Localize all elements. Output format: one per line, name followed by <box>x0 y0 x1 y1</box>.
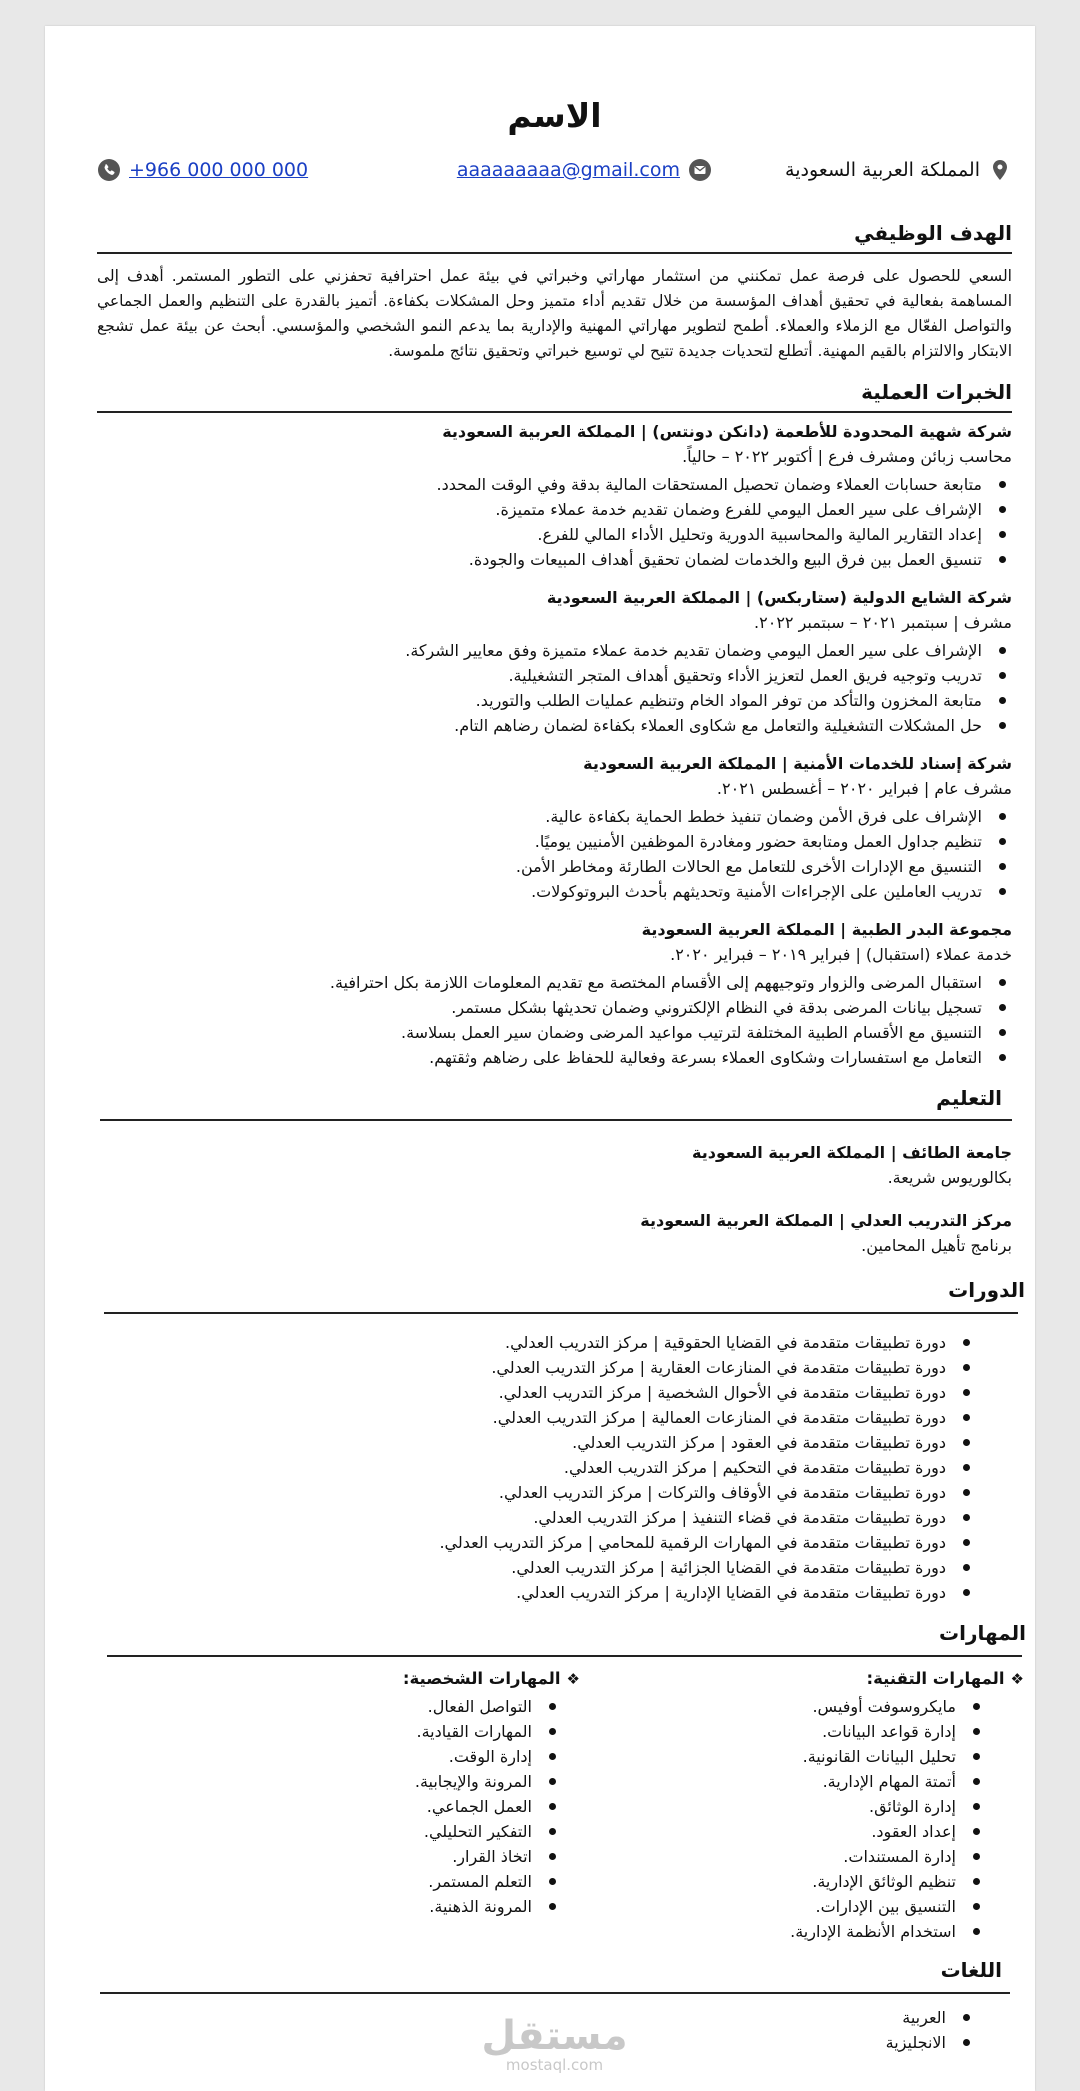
list-item: استقبال المرضى والزوار وتوجيههم إلى الأقسام المختصة مع تقديم المعلومات اللازمة بكل احترافية. <box>97 970 982 995</box>
list-item: الإشراف على سير العمل اليومي للفرع وضمان تقديم خدمة عملاء متميزة. <box>97 497 982 522</box>
list-item: الإشراف على فرق الأمن وضمان تنفيذ خطط الحماية بكفاءة عالية. <box>97 804 982 829</box>
technical-skills-label: المهارات التقنية: <box>866 1669 1005 1688</box>
objective-text: السعي للحصول على فرصة عمل تمكنني من استثمار مهاراتي وخبراتي في بيئة عمل احترافية تحفزني على التطور المستمر. أهدف إلى المساهمة بفعالية في تحقيق أهداف المؤسسة من خلال تقديم أداء متميز وحل المشكلات بكفاءة. أتميز بالقدرة على التنظيم والعمل الجماعي والتواصل الفعّال مع الزملاء والعملاء. أطمح لتطوير مهاراتي المهنية والإدارية بما يدعم النمو الشخصي والمؤسسي. أبحث عن بيئة عمل تشجع الابتكار والالتزام بالقيم المهنية. أتطلع لتحديات جديدة تتيح لي توسيع خبراتي وتحقيق نتائج ملموسة. <box>97 267 1012 360</box>
list-item: تدريب العاملين على الإجراءات الأمنية وتحديثهم بأحدث البروتوكولات. <box>97 879 982 904</box>
list-item: دورة تطبيقات متقدمة في قضاء التنفيذ | مركز التدريب العدلي. <box>97 1505 946 1530</box>
languages-heading: اللغات <box>940 1958 1002 1982</box>
job-role: مشرف | سبتمبر ٢٠٢١ – سبتمبر ٢٠٢٢. <box>754 613 1012 632</box>
list-item: التنسيق مع الأقسام الطبية المختلفة لترتيب مواعيد المرضى وضمان سير العمل بسلاسة. <box>97 1020 982 1045</box>
contact-phone <box>97 158 308 182</box>
list-item: تدريب وتوجيه فريق العمل لتعزيز الأداء وتحقيق أهداف المتجر التشغيلية. <box>97 663 982 688</box>
personal-skills-heading <box>403 1669 580 1688</box>
experience-divider <box>97 411 1012 413</box>
languages-divider <box>100 1992 1010 1994</box>
list-item: دورة تطبيقات متقدمة في المنازعات العقارية | مركز التدريب العدلي. <box>97 1355 946 1380</box>
diamond-bullet-icon: ❖ <box>566 1670 580 1688</box>
list-item: إدارة المستندات. <box>97 1844 956 1869</box>
list-item: التفكير التحليلي. <box>97 1819 532 1844</box>
job-bullets <box>97 804 1012 904</box>
list-item: دورة تطبيقات متقدمة في القضايا الحقوقية | مركز التدريب العدلي. <box>97 1330 946 1355</box>
job-role: محاسب زبائن ومشرف فرع | أكتوبر ٢٠٢٢ – حالياً. <box>682 447 1012 466</box>
list-item: دورة تطبيقات متقدمة في الأحوال الشخصية | مركز التدريب العدلي. <box>97 1380 946 1405</box>
job-bullets <box>97 472 1012 572</box>
list-item: دورة تطبيقات متقدمة في القضايا الجزائية | مركز التدريب العدلي. <box>97 1555 946 1580</box>
job-title: شركة إسناد للخدمات الأمنية | المملكة العربية السعودية <box>583 754 1012 773</box>
skills-heading: المهارات <box>939 1621 1026 1645</box>
list-item: التعلم المستمر. <box>97 1869 532 1894</box>
list-item: تحليل البيانات القانونية. <box>97 1744 956 1769</box>
list-item: المرونة الذهنية. <box>97 1894 532 1919</box>
list-item: دورة تطبيقات متقدمة في القضايا الإدارية | مركز التدريب العدلي. <box>97 1580 946 1605</box>
job-bullets <box>97 638 1012 738</box>
list-item: دورة تطبيقات متقدمة في العقود | مركز التدريب العدلي. <box>97 1430 946 1455</box>
objective-divider <box>97 252 1012 254</box>
list-item: دورة تطبيقات متقدمة في التحكيم | مركز التدريب العدلي. <box>97 1455 946 1480</box>
list-item: دورة تطبيقات متقدمة في الأوقاف والتركات | مركز التدريب العدلي. <box>97 1480 946 1505</box>
watermark-domain: mostaql.com <box>505 2056 604 2074</box>
diamond-bullet-icon: ❖ <box>1010 1670 1024 1688</box>
phone-icon <box>97 158 121 182</box>
personal-skills-list <box>97 1694 1012 1919</box>
list-item: التعامل مع استفسارات وشكاوى العملاء بسرعة وفعالية للحفاظ على رضاهم وثقتهم. <box>97 1045 982 1070</box>
skills-divider <box>107 1655 1022 1657</box>
contact-location <box>785 158 1012 182</box>
location-pin-icon <box>988 158 1012 182</box>
phone-link[interactable]: +966 000 000 000 <box>129 159 309 181</box>
list-item: التواصل الفعال. <box>97 1694 532 1719</box>
email-link[interactable]: aaaaaaaaa@gmail.com <box>456 159 680 181</box>
list-item: تنظيم الوثائق الإدارية. <box>97 1869 956 1894</box>
watermark <box>97 2013 1012 2074</box>
list-item: الانجليزية <box>97 2030 946 2055</box>
experience-heading: الخبرات العملية <box>861 380 1012 404</box>
courses-divider <box>104 1312 1018 1314</box>
job-role: خدمة عملاء (استقبال) | فبراير ٢٠١٩ – فبراير ٢٠٢٠. <box>670 945 1012 964</box>
list-item: اتخاذ القرار. <box>97 1844 532 1869</box>
list-item: إعداد التقارير المالية والمحاسبية الدورية وتحليل الأداء المالي للفرع. <box>97 522 982 547</box>
education-heading: التعليم <box>936 1086 1002 1110</box>
list-item: المرونة والإيجابية. <box>97 1769 532 1794</box>
list-item: إعداد العقود. <box>97 1819 956 1844</box>
list-item: أتمتة المهام الإدارية. <box>97 1769 956 1794</box>
personal-skills-label: المهارات الشخصية: <box>402 1669 561 1688</box>
education-title: جامعة الطائف | المملكة العربية السعودية <box>692 1143 1012 1162</box>
list-item: العربية <box>97 2005 946 2030</box>
email-icon <box>688 158 712 182</box>
objective-heading: الهدف الوظيفي <box>854 221 1012 245</box>
list-item: تنسيق العمل بين فرق البيع والخدمات لضمان تحقيق أهداف المبيعات والجودة. <box>97 547 982 572</box>
list-item: استخدام الأنظمة الإدارية. <box>97 1919 956 1944</box>
list-item: إدارة الوثائق. <box>97 1794 956 1819</box>
technical-skills-heading <box>867 1669 1024 1688</box>
courses-list <box>97 1330 1012 1605</box>
education-degree: بكالوريوس شريعة. <box>887 1168 1012 1187</box>
list-item: التنسيق مع الإدارات الأخرى للتعامل مع الحالات الطارئة ومخاطر الأمن. <box>97 854 982 879</box>
job-role: مشرف عام | فبراير ٢٠٢٠ – أغسطس ٢٠٢١. <box>716 779 1012 798</box>
list-item: متابعة المخزون والتأكد من توفر المواد الخام وتنظيم عمليات الطلب والتوريد. <box>97 688 982 713</box>
list-item: دورة تطبيقات متقدمة في المنازعات العمالية | مركز التدريب العدلي. <box>97 1405 946 1430</box>
list-item: التنسيق بين الإدارات. <box>97 1894 956 1919</box>
contact-row <box>97 158 1012 194</box>
list-item: مايكروسوفت أوفيس. <box>97 1694 956 1719</box>
list-item: تنظيم جداول العمل ومتابعة حضور ومغادرة الموظفين الأمنيين يوميًا. <box>97 829 982 854</box>
list-item: حل المشكلات التشغيلية والتعامل مع شكاوى العملاء بكفاءة لضمان رضاهم التام. <box>97 713 982 738</box>
candidate-name: الاسم <box>507 96 602 135</box>
list-item: العمل الجماعي. <box>97 1794 532 1819</box>
job-title: مجموعة البدر الطبية | المملكة العربية السعودية <box>641 920 1012 939</box>
list-item: متابعة حسابات العملاء وضمان تحصيل المستحقات المالية بدقة وفي الوقت المحدد. <box>97 472 982 497</box>
job-title: شركة شهية المحدودة للأطعمة (دانكن دونتس) | المملكة العربية السعودية <box>442 422 1012 441</box>
list-item: دورة تطبيقات متقدمة في المهارات الرقمية للمحامي | مركز التدريب العدلي. <box>97 1530 946 1555</box>
list-item: إدارة قواعد البيانات. <box>97 1719 956 1744</box>
list-item: إدارة الوقت. <box>97 1744 532 1769</box>
list-item: المهارات القيادية. <box>97 1719 532 1744</box>
education-divider <box>100 1119 1012 1121</box>
contact-email <box>457 158 712 182</box>
watermark-brand: مستقل <box>481 2013 628 2059</box>
courses-heading: الدورات <box>948 1278 1025 1302</box>
list-item: الإشراف على سير العمل اليومي وضمان تقديم خدمة عملاء متميزة وفق معايير الشركة. <box>97 638 982 663</box>
education-degree: برنامج تأهيل المحامين. <box>861 1236 1012 1255</box>
resume-page <box>45 26 1035 2091</box>
education-title: مركز التدريب العدلي | المملكة العربية السعودية <box>640 1211 1012 1230</box>
job-bullets <box>97 970 1012 1070</box>
location-text: المملكة العربية السعودية <box>785 159 980 181</box>
job-title: شركة الشايع الدولية (ستاربكس) | المملكة العربية السعودية <box>546 588 1012 607</box>
list-item: تسجيل بيانات المرضى بدقة في النظام الإلكتروني وضمان تحديثها بشكل مستمر. <box>97 995 982 1020</box>
